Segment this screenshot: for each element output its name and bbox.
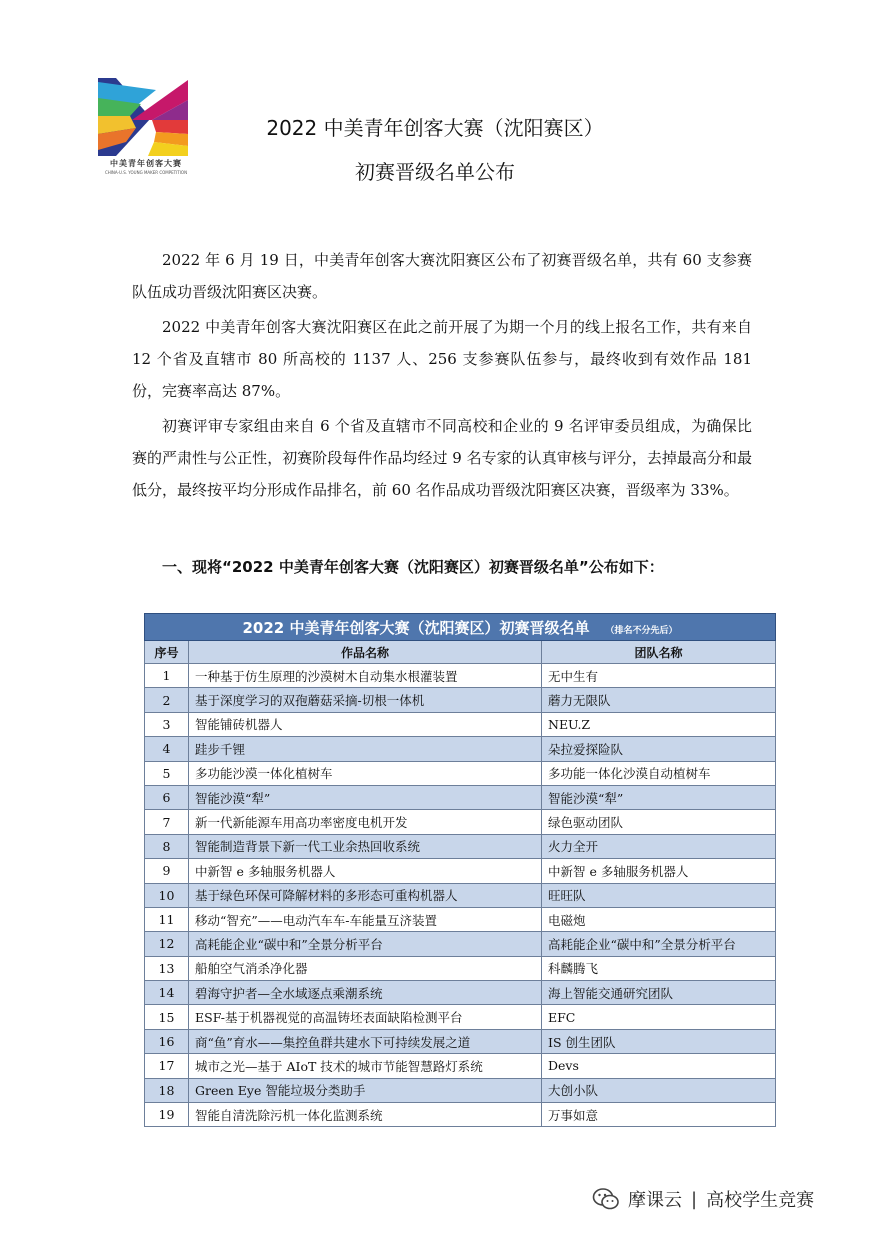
header-cell-index: 序号 — [145, 641, 189, 664]
row-project-cell: 中新智 e 多轴服务机器人 — [189, 859, 542, 883]
row-project-cell: 船舶空气消杀净化器 — [189, 956, 542, 980]
row-index-cell: 9 — [145, 859, 189, 883]
row-team-cell: 科麟腾飞 — [542, 956, 776, 980]
row-index-cell: 8 — [145, 834, 189, 858]
row-team-cell: EFC — [542, 1005, 776, 1029]
row-project-cell: ESF-基于机器视觉的高温铸坯表面缺陷检测平台 — [189, 1005, 542, 1029]
row-team-cell: 智能沙漠“犁” — [542, 785, 776, 809]
table-row — [145, 785, 776, 809]
table-row — [145, 956, 776, 980]
competition-logo — [96, 76, 196, 180]
row-index-cell: 10 — [145, 883, 189, 907]
row-project-cell: 移动“智充”——电动汽车车-车能量互济装置 — [189, 907, 542, 931]
row-team-cell: 绿色驱动团队 — [542, 810, 776, 834]
row-team-cell: 无中生有 — [542, 664, 776, 688]
table-row — [145, 761, 776, 785]
row-project-cell: 基于绿色环保可降解材料的多形态可重构机器人 — [189, 883, 542, 907]
row-project-cell: 智能沙漠“犁” — [189, 785, 542, 809]
row-index-cell: 1 — [145, 664, 189, 688]
watermark-separator: | — [691, 1188, 698, 1210]
row-team-cell: 海上智能交通研究团队 — [542, 981, 776, 1005]
table-header-row — [145, 641, 776, 664]
row-team-cell: NEU.Z — [542, 712, 776, 736]
row-team-cell: 旺旺队 — [542, 883, 776, 907]
row-index-cell: 12 — [145, 932, 189, 956]
row-index-cell: 13 — [145, 956, 189, 980]
row-index-cell: 18 — [145, 1078, 189, 1102]
header-cell-team: 团队名称 — [542, 641, 776, 664]
wechat-icon — [592, 1187, 620, 1211]
row-project-cell: Green Eye 智能垃圾分类助手 — [189, 1078, 542, 1102]
row-project-cell: 高耗能企业“碳中和”全景分析平台 — [189, 932, 542, 956]
row-team-cell: Devs — [542, 1054, 776, 1078]
row-index-cell: 14 — [145, 981, 189, 1005]
row-team-cell: 高耗能企业“碳中和”全景分析平台 — [542, 932, 776, 956]
row-team-cell: 万事如意 — [542, 1103, 776, 1127]
table-row — [145, 1078, 776, 1102]
table-row — [145, 737, 776, 761]
row-team-cell: 蘑力无限队 — [542, 688, 776, 712]
row-index-cell: 3 — [145, 712, 189, 736]
logo-chinese-text: 中美青年创客大赛 — [110, 159, 182, 168]
paragraph-3: 初赛评审专家组由来自 6 个省及直辖市不同高校和企业的 9 名评审委员组成，为确保比赛的严肃性与公正性，初赛阶段每件作品均经过 9 名专家的认真审核与评分，去掉最高分和最低分，最终按平均分形成作品排名，前 60 名作品成功晋级沈阳赛区决赛，晋级率为 33%。 — [132, 417, 752, 499]
page-subtitle: 初赛晋级名单公布 — [355, 160, 515, 184]
table-caption-title: 2022 中美青年创客大赛（沈阳赛区）初赛晋级名单 — [242, 618, 590, 637]
row-index-cell: 16 — [145, 1029, 189, 1053]
table-row — [145, 810, 776, 834]
section-heading: 一、现将“2022 中美青年创客大赛（沈阳赛区）初赛晋级名单”公布如下： — [162, 558, 664, 576]
row-team-cell: IS 创生团队 — [542, 1029, 776, 1053]
table-row — [145, 1005, 776, 1029]
row-project-cell: 城市之光—基于 AIoT 技术的城市节能智慧路灯系统 — [189, 1054, 542, 1078]
table-row — [145, 834, 776, 858]
table-row — [145, 712, 776, 736]
row-team-cell: 电磁炮 — [542, 907, 776, 931]
table-row — [145, 1103, 776, 1127]
row-index-cell: 17 — [145, 1054, 189, 1078]
row-project-cell: 一种基于仿生原理的沙漠树木自动集水根灌装置 — [189, 664, 542, 688]
table-caption-note: （排名不分先后） — [605, 625, 678, 636]
table-row — [145, 932, 776, 956]
table-row — [145, 664, 776, 688]
table-caption — [145, 614, 776, 641]
row-project-cell: 基于深度学习的双孢蘑菇采摘-切根一体机 — [189, 688, 542, 712]
row-project-cell: 新一代新能源车用高功率密度电机开发 — [189, 810, 542, 834]
qualifier-table — [144, 613, 775, 1127]
row-team-cell: 多功能一体化沙漠自动植树车 — [542, 761, 776, 785]
row-project-cell: 智能铺砖机器人 — [189, 712, 542, 736]
table-row — [145, 907, 776, 931]
row-team-cell: 朵拉爱探险队 — [542, 737, 776, 761]
row-index-cell: 6 — [145, 785, 189, 809]
table-row — [145, 981, 776, 1005]
row-project-cell: 碧海守护者—全水域逐点乘潮系统 — [189, 981, 542, 1005]
row-index-cell: 19 — [145, 1103, 189, 1127]
logo-mark-icon — [96, 76, 196, 156]
table-row — [145, 1054, 776, 1078]
watermark-channel: 高校学生竞赛 — [706, 1190, 815, 1211]
announcement-body — [132, 244, 752, 509]
row-team-cell: 大创小队 — [542, 1078, 776, 1102]
row-index-cell: 7 — [145, 810, 189, 834]
row-index-cell: 15 — [145, 1005, 189, 1029]
row-team-cell: 火力全开 — [542, 834, 776, 858]
row-index-cell: 5 — [145, 761, 189, 785]
row-index-cell: 11 — [145, 907, 189, 931]
paragraph-2: 2022 中美青年创客大赛沈阳赛区在此之前开展了为期一个月的线上报名工作，共有来自 12 个省及直辖市 80 所高校的 1137 人、256 支参赛队伍参与，最终收到有效作品 181 份，完赛率高达 87%。 — [132, 318, 752, 400]
page-title: 2022 中美青年创客大赛（沈阳赛区） — [266, 116, 604, 140]
row-team-cell: 中新智 e 多轴服务机器人 — [542, 859, 776, 883]
table-row — [145, 883, 776, 907]
row-index-cell: 2 — [145, 688, 189, 712]
row-project-cell: 多功能沙漠一体化植树车 — [189, 761, 542, 785]
table-row — [145, 688, 776, 712]
logo-english-text: CHINA-U.S. YOUNG MAKER COMPETITION — [104, 170, 188, 175]
header-cell-project: 作品名称 — [189, 641, 542, 664]
watermark-account: 摩课云 — [628, 1190, 682, 1211]
row-project-cell: 商“鱼”育水——集控鱼群共建水下可持续发展之道 — [189, 1029, 542, 1053]
row-index-cell: 4 — [145, 737, 189, 761]
watermark — [592, 1186, 814, 1212]
row-project-cell: 智能自清洗除污机一体化监测系统 — [189, 1103, 542, 1127]
row-project-cell: 跬步千锂 — [189, 737, 542, 761]
table-row — [145, 859, 776, 883]
row-project-cell: 智能制造背景下新一代工业余热回收系统 — [189, 834, 542, 858]
table-row — [145, 1029, 776, 1053]
paragraph-1: 2022 年 6 月 19 日，中美青年创客大赛沈阳赛区公布了初赛晋级名单，共有 60 支参赛队伍成功晋级沈阳赛区决赛。 — [132, 251, 752, 301]
